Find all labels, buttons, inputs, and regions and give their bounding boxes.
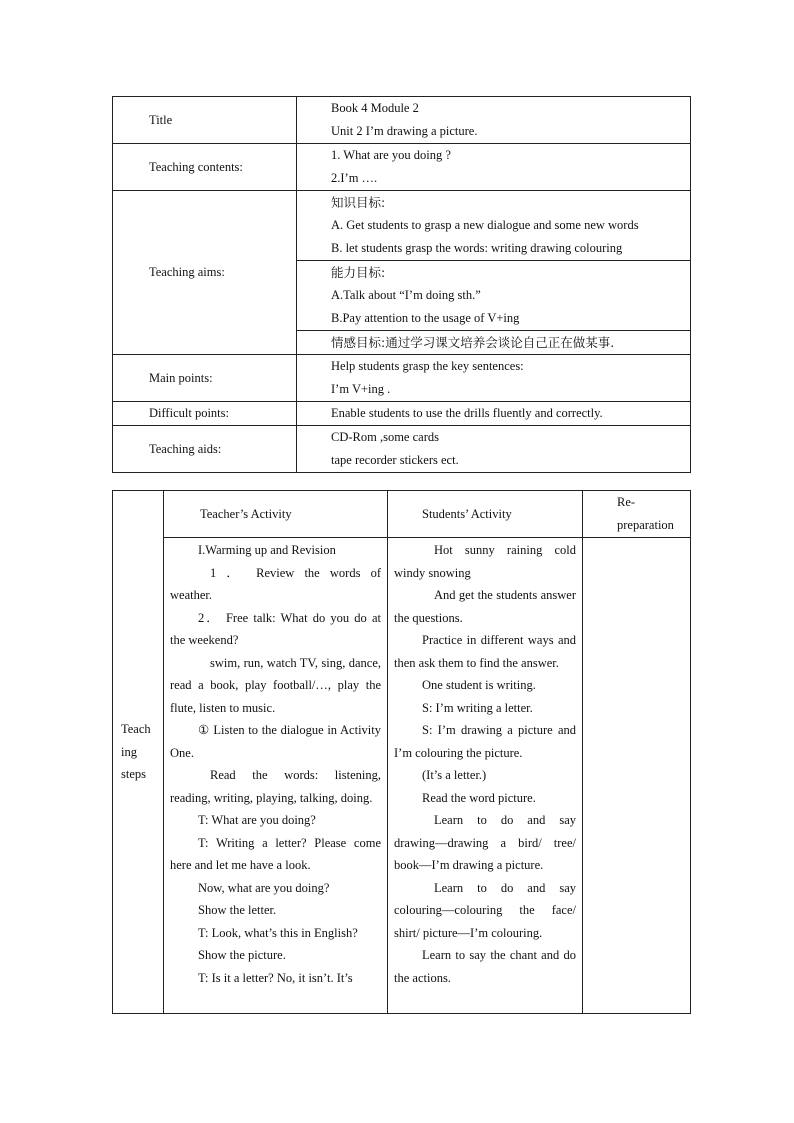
- contents-line-2: 2.I’m ….: [331, 171, 378, 185]
- aims-emotion-text: 情感目标:通过学习课文培养会谈论自己正在做某事.: [331, 335, 615, 350]
- student-item: Learn to do and say colouring—colouring the face/ shirt/ picture—I’m colouring.: [394, 880, 576, 940]
- teacher-item: Show the picture.: [198, 948, 286, 962]
- teacher-item: T: Is it a letter? No, it isn’t. It’s: [198, 970, 353, 985]
- aims-ability-b: B.Pay attention to the usage of V+ing: [331, 311, 520, 325]
- teacher-item: Now, what are you doing?: [198, 880, 330, 895]
- teacher-item: T: Writing a letter? Please come here and let me have a look.: [170, 835, 381, 872]
- main-points-line-2: I’m V+ing .: [331, 382, 391, 396]
- teacher-item: 1 ． Review the words of weather.: [170, 565, 381, 602]
- teaching-steps-label-1: Teach: [121, 722, 151, 737]
- lesson-info-table: [112, 96, 691, 473]
- title-line-1: Book 4 Module 2: [331, 101, 419, 115]
- aims-ability-a: A.Talk about “I’m doing sth.”: [331, 288, 481, 302]
- teacher-item: 2． Free talk: What do you do at the weekend?: [170, 610, 381, 647]
- difficult-points-text: Enable students to use the drills fluently and correctly.: [331, 406, 603, 420]
- aims-knowledge-b: B. let students grasp the words: writing drawing colouring: [331, 241, 623, 255]
- aims-knowledge-a: A. Get students to grasp a new dialogue and some new words: [331, 218, 639, 232]
- contents-label: Teaching contents:: [113, 144, 297, 191]
- difficult-points-value: [297, 402, 691, 426]
- teaching-steps-label-2: ing: [121, 744, 137, 759]
- aims-ability-head: 能力目标:: [331, 265, 386, 280]
- student-item: Read the word picture.: [422, 790, 536, 805]
- student-item: S: I’m writing a letter.: [422, 700, 533, 715]
- re-preparation-cell: [583, 538, 691, 1014]
- teacher-item: T: Look, what’s this in English?: [198, 925, 358, 940]
- title-value: [297, 97, 691, 144]
- title-row: [113, 97, 691, 144]
- teacher-item: Read the words: listening, reading, writing, playing, talking, doing.: [170, 768, 381, 805]
- main-points-row: [113, 355, 691, 402]
- students-activity-header: Students’ Activity: [388, 491, 583, 538]
- difficult-points-label: Difficult points:: [113, 402, 297, 426]
- teacher-item: I.Warming up and Revision: [198, 543, 336, 557]
- steps-body-row: [113, 538, 691, 1014]
- students-activity-content: [394, 539, 576, 1013]
- teaching-steps-label-3: steps: [121, 767, 146, 782]
- teaching-aids-row: [113, 426, 691, 473]
- teacher-item: T: What are you doing?: [198, 813, 316, 827]
- aims-ability: [297, 261, 691, 331]
- contents-value: [297, 144, 691, 191]
- teaching-aids-line-2: tape recorder stickers ect.: [331, 453, 459, 467]
- teaching-aids-value: [297, 426, 691, 473]
- aims-emotion: [297, 331, 691, 355]
- teaching-aids-label: Teaching aids:: [113, 426, 297, 473]
- teacher-item: Show the letter.: [198, 903, 277, 917]
- re-preparation-header-1: Re-: [617, 495, 636, 509]
- re-preparation-header-2: preparation: [617, 518, 674, 532]
- student-item: One student is writing.: [422, 678, 536, 692]
- aims-label: Teaching aims:: [113, 191, 297, 355]
- student-item: S: I’m drawing a picture and I’m colouring the picture.: [394, 723, 576, 760]
- aims-row-knowledge: [113, 191, 691, 261]
- steps-header-row: [113, 491, 691, 538]
- student-item: Practice in different ways and then ask them to find the answer.: [394, 633, 576, 670]
- student-item: Learn to do and say drawing—drawing a bird/ tree/ book—I’m drawing a picture.: [394, 813, 576, 872]
- re-preparation-header: [583, 491, 691, 538]
- title-line-2: Unit 2 I’m drawing a picture.: [331, 124, 478, 138]
- student-item: And get the students answer the questions.: [394, 588, 576, 625]
- students-activity-cell: [388, 538, 583, 1014]
- teacher-activity-cell: [164, 538, 388, 1014]
- student-item: Hot sunny raining cold windy snowing: [394, 543, 576, 580]
- contents-row: [113, 144, 691, 191]
- student-item: Learn to say the chant and do the actions.: [394, 948, 576, 985]
- teaching-steps-label: [113, 491, 164, 1014]
- main-points-label: Main points:: [113, 355, 297, 402]
- contents-line-1: 1. What are you doing ?: [331, 148, 451, 162]
- title-label: Title: [113, 97, 297, 144]
- teacher-activity-content: [170, 539, 381, 1013]
- aims-knowledge: [297, 191, 691, 261]
- teacher-item: swim, run, watch TV, sing, dance, read a book, play football/…, play the flute, listen to music.: [170, 655, 381, 715]
- student-item: (It’s a letter.): [422, 768, 487, 782]
- teacher-activity-header: Teacher’s Activity: [164, 491, 388, 538]
- main-points-value: [297, 355, 691, 402]
- teacher-item: ① Listen to the dialogue in Activity One.: [170, 723, 381, 760]
- teaching-steps-table: [112, 490, 691, 1014]
- aims-knowledge-head: 知识目标:: [331, 195, 386, 210]
- difficult-points-row: [113, 402, 691, 426]
- main-points-line-1: Help students grasp the key sentences:: [331, 359, 524, 373]
- teaching-aids-line-1: CD-Rom ,some cards: [331, 430, 439, 444]
